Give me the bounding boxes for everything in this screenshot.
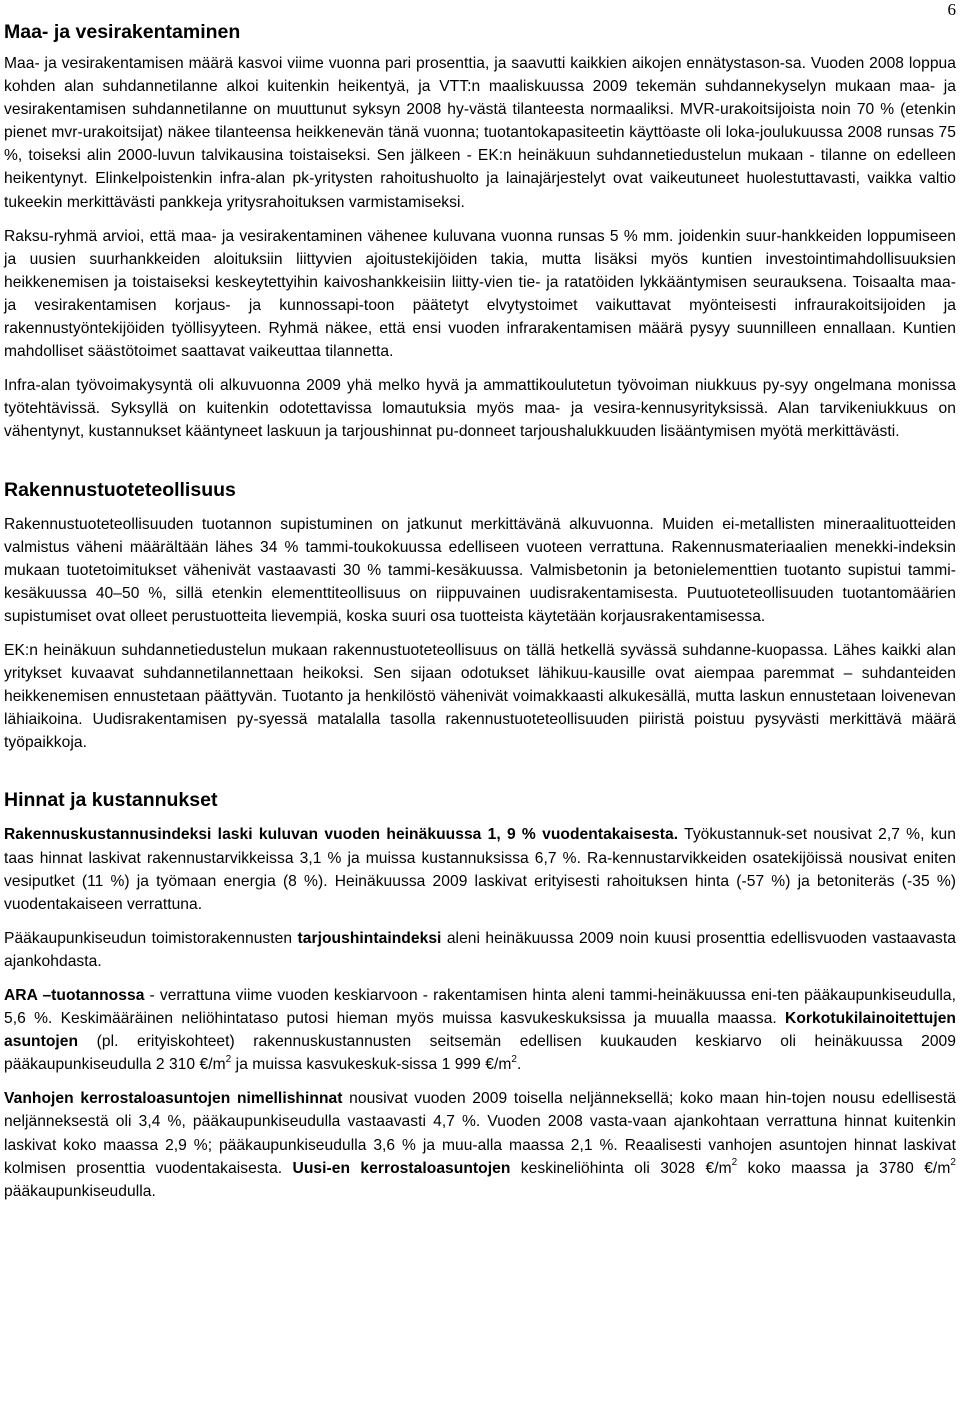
superscript: 2	[511, 1054, 518, 1066]
paragraph: Maa- ja vesirakentamisen määrä kasvoi viime vuonna pari prosenttia, ja saavutti kaikkien aikojen ennätystason-sa. Vuoden 2008 loppua kohden alan suhdannetilanne alkoi kuitenkin heikentyä, ja VTT:n maaliskuussa 2009 tekemän suhdannekyselyn mukaan maa- ja vesirakentamisen suhdannetilanne on muuttunut syksyn 2008 hy-västä tilanteesta normaaliksi. MVR-urakoitsijoista noin 70 % (etenkin pienet mvr-urakoitsijat) näkee tilanteensa heikkenevän tänä vuonna; tuotantokapasiteetin käyttöaste oli loka-joulukuussa 2008 runsas 75 %, toiseksi alin 2000-luvun talvikausina toistaiseksi. Sen jälkeen - EK:n heinäkuun suhdannetiedustelun mukaan - tilanne on edelleen heikentynyt. Elinkelpoistenkin infra-alan pk-yritysten rahoitushuolto ja lainajärjestelyt ovat vaikeutuneet huolestuttavasti, vaikka valtio tukeekin merkittävästi pankkeja yritysrahoituksen varmistamiseksi.	[4, 55, 956, 211]
bold-text: Uusi-en kerrostaloasuntojen	[292, 1159, 511, 1177]
bold-text: ARA –tuotannossa	[4, 987, 145, 1004]
text: pääkaupunkiseudulla.	[4, 1182, 156, 1200]
superscript: 2	[950, 1157, 956, 1169]
text: (pl. erityiskohteet) rakennuskustannusten seitsemän edellisen kuukauden keskiarvo oli heinäkuussa 2009 pääkaupunkiseudulla 2 310 €/m	[4, 1033, 956, 1074]
text: - verrattuna viime vuoden keskiarvoon - rakentamisen hinta aleni tammi-heinäkuussa eni-ten pääkaupunkiseudulla, 5,6 %. Keskimääräinen neliöhintataso putosi hieman myös muissa kasvukeskuksissa ja muualla maassa.	[4, 987, 956, 1028]
text: .	[517, 1056, 522, 1074]
text: Pääkaupunkiseudun toimistorakennusten	[4, 929, 298, 947]
text: aleni heinäkuussa 2009 noin kuusi prosenttia edellisvuoden vastaavasta ajankohdasta.	[4, 929, 956, 970]
bold-text: tarjoushintaindeksi	[297, 929, 442, 947]
paragraph-rakennuskustannusindeksi	[4, 823, 956, 915]
text: nousivat vuoden 2009 toisella neljänneksellä; koko maan hin-tojen nousu edellisestä neljänneksestä oli 3,4 %, pääkaupunkiseudulla vastaavasti 4,7 %. Vuoden 2008 vasta-vaan ajankohtaan verrattuna hinnat kuitenkin laskivat koko maassa 2,9 %; pääkaupunkiseudulla 3,6 % ja muu-alla maassa 2,1 %. Reaalisesti vanhojen asuntojen hinnat laskivat kolmisen prosenttia vuodentakaisesta.	[4, 1090, 956, 1177]
superscript: 2	[225, 1054, 232, 1066]
text: ja muissa kasvukeskuk-sissa 1 999 €/m	[231, 1056, 512, 1074]
paragraph: Raksu-ryhmä arvioi, että maa- ja vesirakentaminen vähenee kuluvana vuonna runsas 5 % mm. joidenkin suur-hankkeiden loppumiseen ja uusien suurhankkeiden aloituksiin liittyvien ajoitustekijöiden takia, mutta lisäksi myös kuntien investointimahdollisuuksien heikkenemisen ja toistaiseksi keskeytettyihin kaivoshankkeisiin liitty-vien tie- ja ratatöiden lykkääntymisen seurauksena. Toisaalta maa- ja vesirakentamisen korjaus- ja kunnossapi-toon päätetyt elvytystoimet vaikuttavat myönteisesti infraurakoitsijoiden ja rakennustyöntekijöiden työllisyyteen. Ryhmä näkee, että ensi vuoden infrarakentamisen määrä pysyy suunnilleen ennallaan. Kuntien mahdolliset säästötoimet saattavat vaikeuttaa tilannetta.	[4, 227, 956, 361]
bold-text: Korkotukilainoitettujen asuntojen	[4, 1010, 956, 1051]
section-heading-hinnat-ja-kustannukset: Hinnat ja kustannukset	[4, 789, 218, 812]
paragraph: Infra-alan työvoimakysyntä oli alkuvuonna 2009 yhä melko hyvä ja ammattikoulutetun työvoiman niukkuus py-syy ongelmana monissa työtehtävissä. Syksyllä on kuitenkin odotettavissa lomautuksia myös maa- ja vesira-kennusyrityksissä. Alan tarvikeniukkuus on vähentynyt, kustannukset kääntyneet laskuun ja tarjoushinnat pu-donneet tarjoushalukkuuden lisääntymisen myötä merkittävästi.	[4, 377, 956, 441]
bold-text: Vanhojen kerrostaloasuntojen nimellishinnat	[4, 1090, 343, 1108]
text: koko maassa ja 3780 €/m	[737, 1159, 951, 1177]
paragraph-asuntojen-hinnat	[4, 1087, 956, 1202]
paragraph: EK:n heinäkuun suhdannetiedustelun mukaan rakennustuoteteollisuus on tällä hetkellä syvässä suhdanne-kuopassa. Lähes kaikki alan yritykset kuvaavat suhdannetilannettaan heikoksi. Sen sijaan odotukset lähikuu-kausille ovat aiempaa paremmat – suhdanteiden heikkenemisen ennustetaan päättyvän. Tuotanto ja henkilöstö vähenivät voimakkaasti alkukesällä, mutta laskun ennustetaan loivenevan lähiaikoina. Uudisrakentamisen py-syessä matalalla tasolla rakennustuoteteollisuuden piiristä poistuu pysyvästi merkittävä määrä työpaikkoja.	[4, 641, 956, 752]
paragraph: Rakennustuoteteollisuuden tuotannon supistuminen on jatkunut merkittävänä alkuvuonna. Muiden ei-metallisten mineraalituotteiden valmistus väheni määrältään lähes 34 % tammi-toukokuussa edelliseen vuoteen verrattuna. Rakennusmateriaalien menekki-indeksin mukaan tuotetoimitukset vähenivät vastaavasti 30 % tammi-kesäkuussa. Valmisbetonin ja betonielementtien tuotanto supistui tammi-kesäkuussa 40–50 %, sillä etenkin elementtiteollisuus on riippuvainen uudisrakentamisesta. Puutuoteteollisuuden tuotantomäärien supistumiset ovat olleet perustuotteita lievempiä, koska suuri osa tuotteista käytetään korjausrakentamisessa.	[4, 515, 956, 625]
superscript: 2	[731, 1157, 738, 1169]
text: keskineliöhinta oli 3028 €/m	[510, 1159, 732, 1177]
paragraph-ara-tuotanto	[4, 984, 956, 1076]
bold-text: Rakennuskustannusindeksi laski kuluvan vuoden heinäkuussa 1, 9 % vuodentakaisesta.	[4, 826, 679, 844]
document-body	[4, 0, 956, 1203]
section-heading-maa-ja-vesirakentaminen: Maa- ja vesirakentaminen	[4, 21, 241, 43]
text: Työkustannuk-set nousivat 2,7 %, kun taas hinnat laskivat rakennustarvikkeissa 3,1 % ja muissa kustannuksissa 6,7 %. Ra-kennustarvikkeiden osatekijöissä nousivat eniten vesiputket (11 %) ja työmaan energia (8 %). Heinäkuussa 2009 laskivat erityisesti rahoituksen hinta (-57 %) ja betoniteräs (-35 %) vuodentakaiseen verrattuna.	[4, 826, 956, 913]
section-heading-rakennustuoteteollisuus: Rakennustuoteteollisuus	[4, 478, 236, 501]
paragraph-tarjoushintaindeksi	[4, 927, 956, 973]
page-number: 6	[947, 0, 956, 19]
